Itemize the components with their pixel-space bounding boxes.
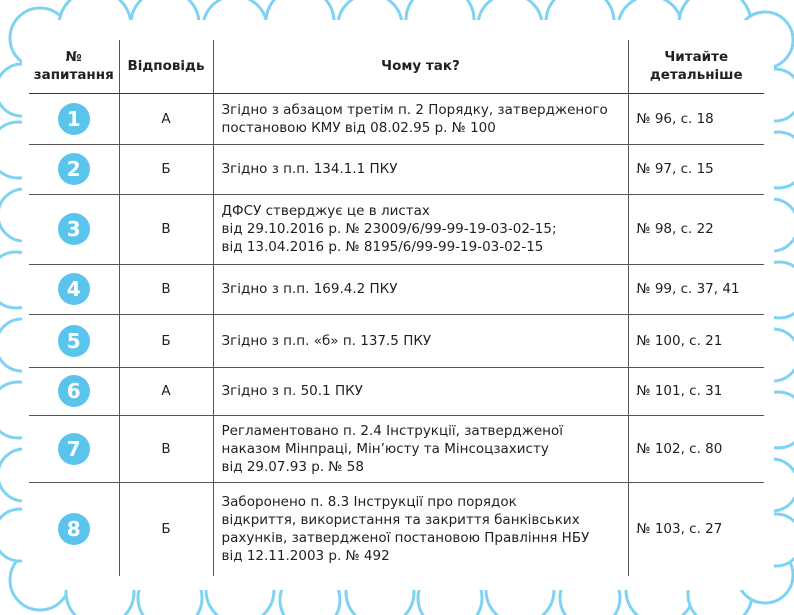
reason-line: Регламентовано п. 2.4 Інструкції, затвердженої [221, 422, 564, 439]
reference-cell: № 97, с. 15 [628, 144, 764, 194]
answer-cell: А [119, 93, 213, 144]
table-row [29, 93, 764, 144]
reference-cell: № 98, с. 22 [628, 194, 764, 264]
reason-line: ДФСУ стверджує це в листах [221, 203, 430, 219]
answer-cell: Б [119, 314, 213, 367]
reason-line: від 13.04.2016 р. № 8195/6/99-99-19-03-02-15 [221, 239, 544, 255]
reason-line: Згідно з п.п. «б» п. 137.5 ПКУ [221, 332, 432, 349]
reason-line: Згідно з абзацом третім п. 2 Порядку, затвердженого [221, 101, 608, 118]
answer-cell: А [119, 367, 213, 415]
answer-cell: Б [119, 482, 213, 576]
question-number-cell [29, 264, 119, 314]
answer-cell: Б [119, 144, 213, 194]
table-row [29, 367, 764, 415]
question-number-badge: 5 [58, 325, 90, 357]
question-number-badge: 2 [58, 153, 90, 185]
question-number-badge: 7 [58, 433, 90, 465]
reason-cell [213, 367, 628, 415]
question-number-cell [29, 93, 119, 144]
reason-cell [213, 93, 628, 144]
reason-line: Згідно з п. 50.1 ПКУ [221, 383, 363, 399]
reason-line: Заборонено п. 8.3 Інструкції про порядок [221, 494, 517, 511]
reference-cell: № 103, с. 27 [628, 482, 764, 576]
reason-line: рахунків, затвердженої постановою Правління НБУ [221, 530, 590, 547]
header-question-number: № запитання [29, 40, 119, 93]
answers-table [29, 40, 764, 576]
answer-cell: В [119, 415, 213, 482]
reason-cell [213, 415, 628, 482]
table-row [29, 144, 764, 194]
question-number-cell [29, 415, 119, 482]
reason-line: наказом Мінпраці, Мін’юсту та Мінсоцзахисту [221, 440, 549, 457]
table-row [29, 194, 764, 264]
question-number-cell [29, 482, 119, 576]
reason-line: від 29.07.93 р. № 58 [221, 458, 364, 475]
header-reason: Чому так? [213, 40, 628, 93]
table-row [29, 482, 764, 576]
reference-cell: № 101, с. 31 [628, 367, 764, 415]
reason-cell [213, 314, 628, 367]
reason-cell [213, 144, 628, 194]
reason-line: від 29.10.2016 р. № 23009/6/99-99-19-03-02-15; [221, 221, 557, 237]
reference-cell: № 102, с. 80 [628, 415, 764, 482]
reason-line: відкриття, використання та закриття банківських [221, 512, 580, 529]
question-number-cell [29, 314, 119, 367]
reason-line: від 12.11.2003 р. № 492 [221, 548, 390, 565]
header-read-more: Читайте детальніше [628, 40, 764, 93]
answer-cell: В [119, 194, 213, 264]
question-number-cell [29, 194, 119, 264]
table-row [29, 415, 764, 482]
reason-cell [213, 264, 628, 314]
question-number-badge: 3 [58, 213, 90, 245]
reason-line: Згідно з п.п. 134.1.1 ПКУ [221, 161, 398, 177]
table-header-row [29, 40, 764, 93]
question-number-badge: 1 [58, 103, 90, 135]
header-answer: Відповідь [119, 40, 213, 93]
reference-cell: № 96, с. 18 [628, 93, 764, 144]
reason-cell [213, 482, 628, 576]
question-number-badge: 4 [58, 273, 90, 305]
question-number-cell [29, 144, 119, 194]
reference-cell: № 99, с. 37, 41 [628, 264, 764, 314]
reason-cell [213, 194, 628, 264]
question-number-cell [29, 367, 119, 415]
reason-line: Згідно з п.п. 169.4.2 ПКУ [221, 281, 398, 297]
reason-line: постановою КМУ від 08.02.95 р. № 100 [221, 119, 496, 136]
reference-cell: № 100, с. 21 [628, 314, 764, 367]
answer-cell: В [119, 264, 213, 314]
table-row [29, 314, 764, 367]
question-number-badge: 6 [58, 375, 90, 407]
table-row [29, 264, 764, 314]
question-number-badge: 8 [58, 513, 90, 545]
